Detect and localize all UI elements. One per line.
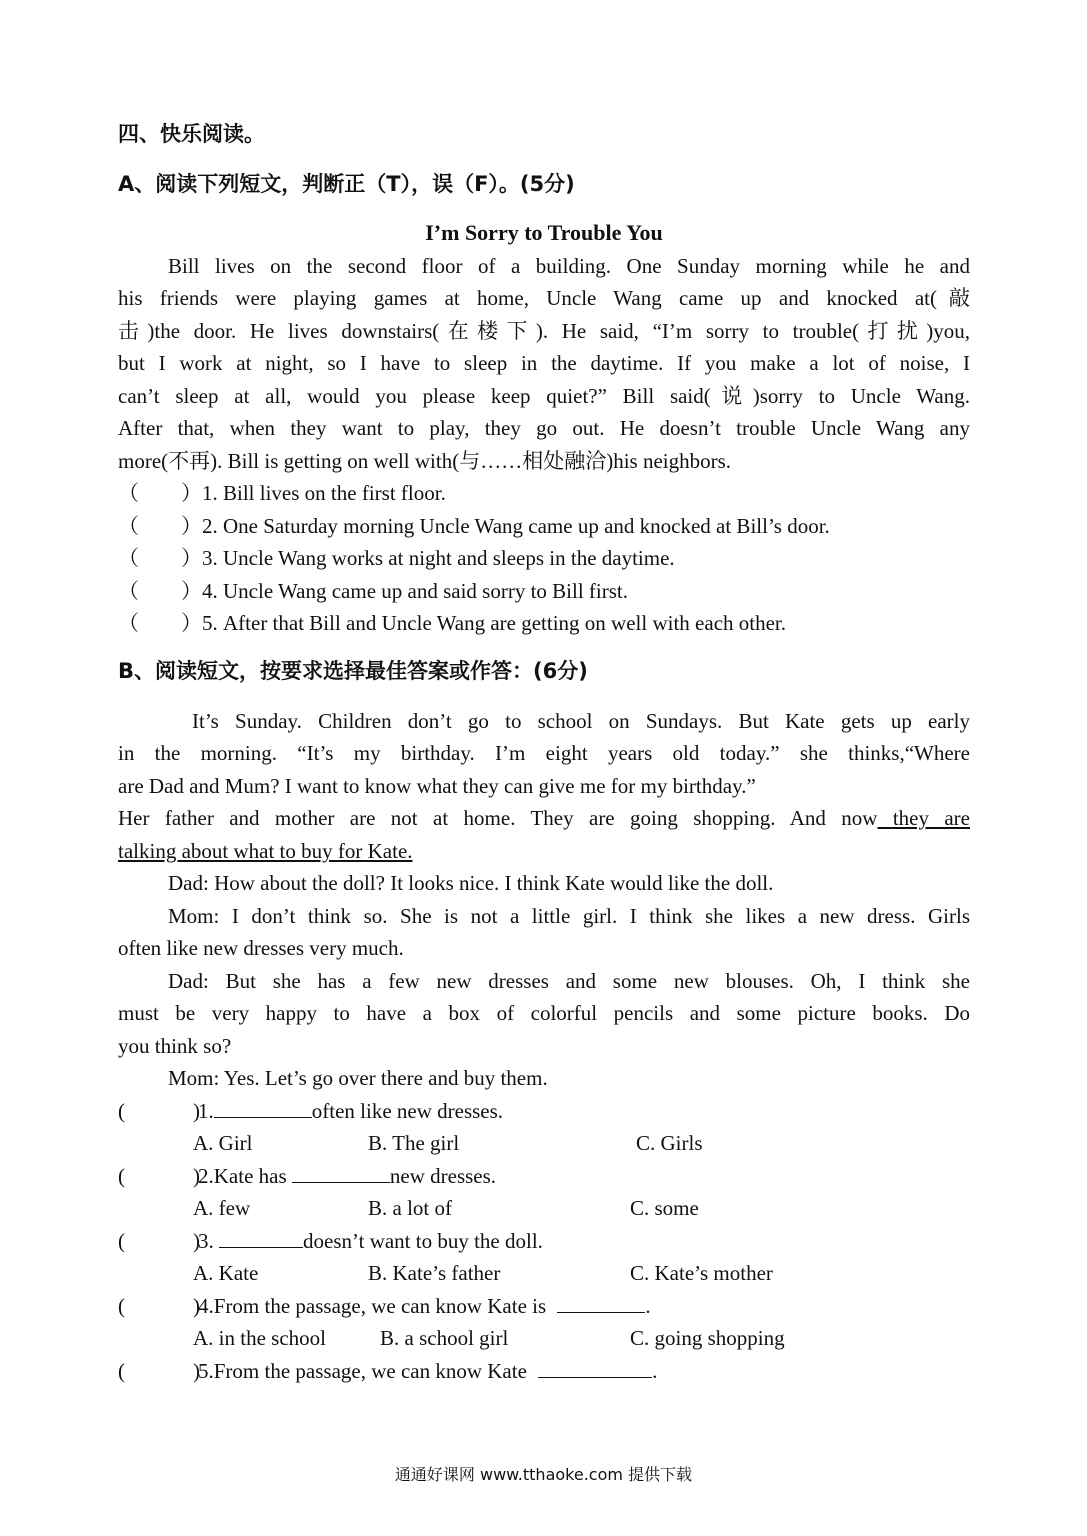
option: C. some bbox=[630, 1196, 699, 1220]
option: B. Kate’s father bbox=[368, 1261, 501, 1285]
dialogue-line: Dad: But she has a few new dresses and some new blouses. Oh, I think she bbox=[168, 969, 970, 993]
dialogue-line: Mom: Yes. Let’s go over there and buy them. bbox=[168, 1066, 548, 1090]
option: B. a school girl bbox=[380, 1326, 509, 1350]
passage-a-line: his friends were playing games at home, Uncle Wang came up and knocked at(敲 bbox=[118, 286, 970, 310]
passage-b-line: It’s Sunday. Children don’t go to school on Sundays. But Kate gets up early bbox=[192, 709, 970, 733]
answer-blank[interactable] bbox=[219, 1225, 303, 1248]
passage-a-line: After that, when they want to play, they go out. He doesn’t trouble Uncle Wang any bbox=[118, 416, 970, 440]
option: C. Girls bbox=[636, 1131, 703, 1155]
passage-a-line: but I work at night, so I have to sleep in the daytime. If you make a lot of noise, I bbox=[118, 351, 970, 375]
tf-question: （ ）1. Bill lives on the first floor. bbox=[118, 481, 446, 505]
passage-b-line bbox=[118, 802, 970, 834]
mc-question: ( )5.From the passage, we can know Kate . bbox=[118, 1355, 970, 1387]
mc-question: ( )2.Kate has new dresses. bbox=[118, 1160, 970, 1192]
mc-question: ( )1. often like new dresses. bbox=[118, 1095, 970, 1127]
option: A. in the school bbox=[193, 1326, 326, 1350]
answer-blank[interactable] bbox=[292, 1160, 390, 1183]
passage-b-line: are Dad and Mum? I want to know what they can give me for my birthday.” bbox=[118, 774, 756, 798]
part-b-heading: B、阅读短文，按要求选择最佳答案或作答：(6分) bbox=[118, 659, 588, 683]
tf-question: （ ）4. Uncle Wang came up and said sorry to Bill first. bbox=[118, 579, 628, 603]
passage-a-line: more(不再). Bill is getting on well with(与……相处融洽)his neighbors. bbox=[118, 449, 732, 473]
part-a-heading: A、阅读下列短文，判断正（T），误（F）。(5分) bbox=[118, 172, 575, 196]
tf-question: （ ）2. One Saturday morning Uncle Wang came up and knocked at Bill’s door. bbox=[118, 514, 830, 538]
section-heading: 四、快乐阅读。 bbox=[118, 122, 265, 146]
option: C. going shopping bbox=[630, 1326, 785, 1350]
passage-b-text: Her father and mother are not at home. They are going shopping. And now bbox=[118, 806, 878, 830]
dialogue-line: Dad: How about the doll? It looks nice. I think Kate would like the doll. bbox=[168, 871, 774, 895]
answer-blank[interactable] bbox=[214, 1095, 312, 1118]
mc-question: ( )3. doesn’t want to buy the doll. bbox=[118, 1225, 970, 1257]
underlined-phrase: talking about what to buy for Kate. bbox=[118, 839, 413, 863]
dialogue-line: often like new dresses very much. bbox=[118, 936, 404, 960]
passage-a-line: 击)the door. He lives downstairs(在楼下). He said, “I’m sorry to trouble(打扰)you, bbox=[118, 319, 970, 343]
passage-a-line: Bill lives on the second floor of a building. One Sunday morning while he and bbox=[168, 254, 970, 278]
option: A. few bbox=[193, 1196, 251, 1220]
passage-b-line: in the morning. “It’s my birthday. I’m eight years old today.” she thinks,“Where bbox=[118, 741, 970, 765]
answer-blank[interactable] bbox=[557, 1290, 645, 1313]
option: A. Kate bbox=[193, 1261, 259, 1285]
tf-question: （ ）5. After that Bill and Uncle Wang are getting on well with each other. bbox=[118, 611, 787, 635]
dialogue-line: must be very happy to have a box of colorful pencils and some picture books. Do bbox=[118, 1001, 970, 1025]
dialogue-line: Mom: I don’t think so. She is not a little girl. I think she likes a new dress. Girls bbox=[168, 904, 970, 928]
tf-question: （ ）3. Uncle Wang works at night and sleeps in the daytime. bbox=[118, 546, 675, 570]
underlined-phrase: they are bbox=[877, 806, 970, 830]
option: B. a lot of bbox=[368, 1196, 452, 1220]
passage-a-title: I’m Sorry to Trouble You bbox=[425, 220, 663, 245]
passage-a-line: can’t sleep at all, would you please keep quiet?” Bill said(说)sorry to Uncle Wang. bbox=[118, 384, 970, 408]
dialogue-line: you think so? bbox=[118, 1034, 232, 1058]
footer-watermark: 通通好课网 www.tthaoke.com 提供下载 bbox=[394, 1465, 693, 1484]
answer-blank[interactable] bbox=[538, 1355, 652, 1378]
option: B. The girl bbox=[368, 1131, 460, 1155]
option: C. Kate’s mother bbox=[630, 1261, 773, 1285]
option: A. Girl bbox=[193, 1131, 253, 1155]
mc-question: ( )4.From the passage, we can know Kate is . bbox=[118, 1290, 970, 1322]
